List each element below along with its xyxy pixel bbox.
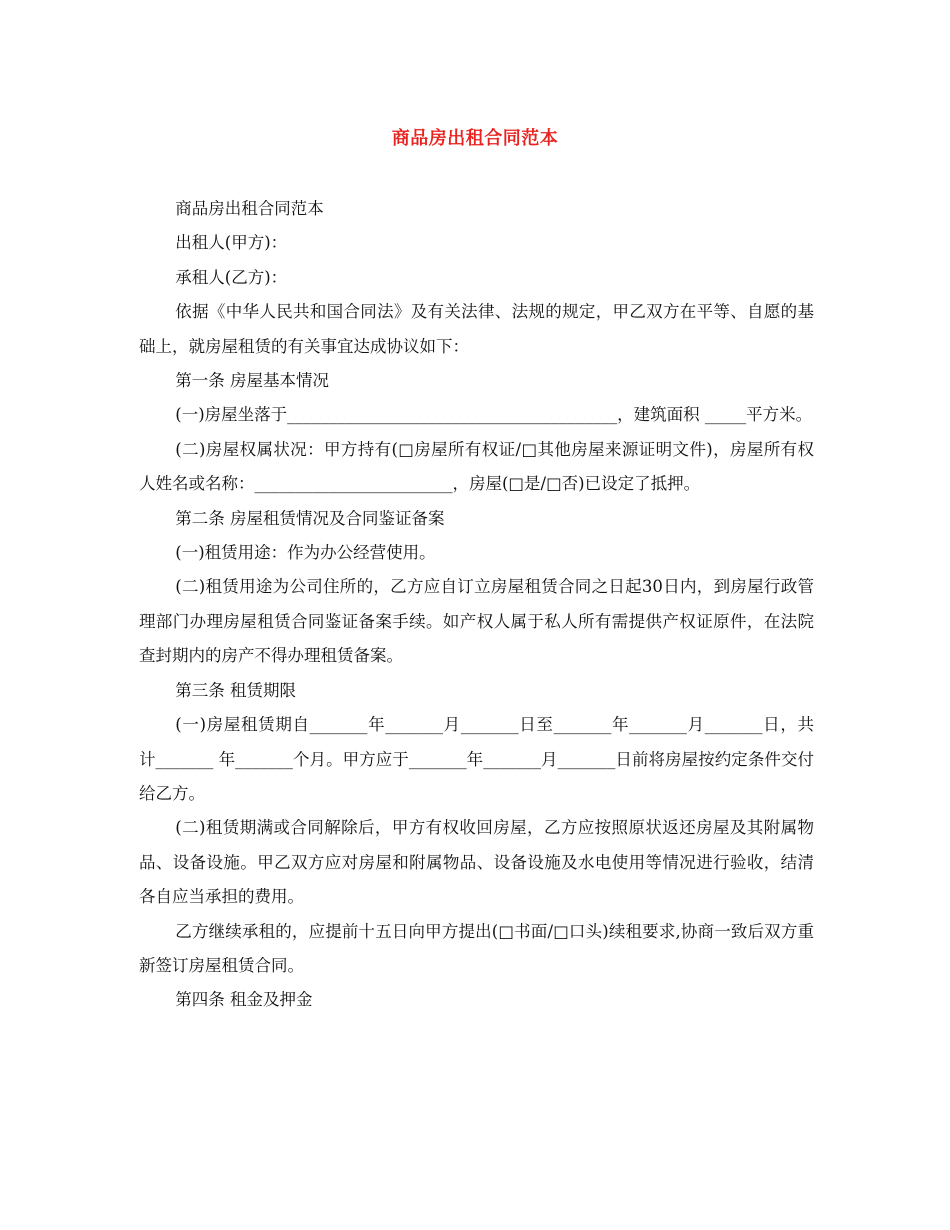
paragraph-term: (一)房屋租赁期自_______年_______月_______日至_______年_______月_______日，共计_______ 年_______个月。甲方应于_______年_______月_______日前将房屋按约定条件交付给乙方。 [139, 715, 814, 803]
paragraph-doc-heading: 商品房出租合同范本 [175, 199, 324, 218]
paragraph-registration: (二)租赁用途为公司住所的，乙方应自订立房屋租赁合同之日起30日内，到房屋行政管理部门办理房屋租赁合同鉴证备案手续。如产权人属于私人所有需提供产权证原件，在法院查封期内的房产不得办理租赁备案。 [139, 577, 814, 666]
paragraph-lessee: 承租人(乙方)： [175, 267, 288, 287]
article-4-heading: 第四条 租金及押金 [175, 990, 313, 1010]
paragraph-ownership: (二)房屋权属状况：甲方持有(□房屋所有权证/□其他房屋来源证明文件)，房屋所有权人姓名或名称：________________________，房屋(□是/□否)已设定了抵押。 [139, 439, 814, 494]
article-1-heading: 第一条 房屋基本情况 [175, 371, 330, 391]
paragraph-location: (一)房屋坐落于________________________________________，建筑面积 _____平方米。 [175, 405, 813, 425]
paragraph-preamble: 依据《中华人民共和国合同法》及有关法律、法规的规定，甲乙双方在平等、自愿的基础上，就房屋租赁的有关事宜达成协议如下： [139, 302, 814, 356]
document-body [139, 192, 814, 1018]
article-3-heading: 第三条 租赁期限 [175, 680, 297, 700]
paragraph-usage: (一)租赁用途：作为办公经营使用。 [175, 543, 436, 563]
article-2-heading: 第二条 房屋租赁情况及合同鉴证备案 [175, 508, 445, 528]
paragraph-lessor: 出租人(甲方)： [175, 233, 288, 253]
paragraph-renewal: 乙方继续承租的，应提前十五日向甲方提出(□书面/□口头)续租要求,协商一致后双方重新签订房屋租赁合同。 [139, 921, 814, 975]
paragraph-term-end: (二)租赁期满或合同解除后，甲方有权收回房屋，乙方应按照原状返还房屋及其附属物品、设备设施。甲乙双方应对房屋和附属物品、设备设施及水电使用等情况进行验收，结清各自应当承担的费用。 [139, 818, 814, 907]
document-title: 商品房出租合同范本 [391, 128, 559, 149]
